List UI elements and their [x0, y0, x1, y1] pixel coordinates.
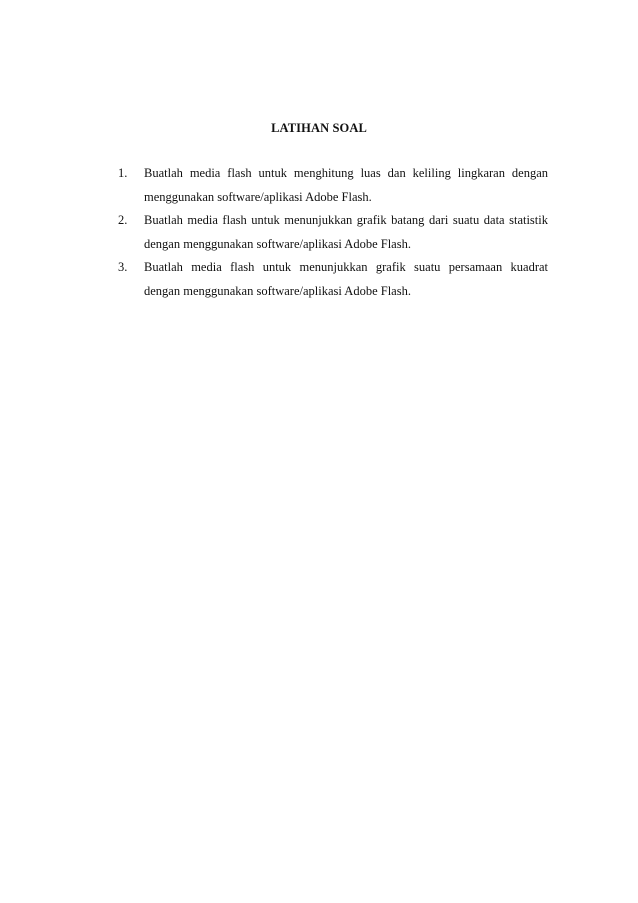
- exercise-list: [118, 162, 548, 303]
- item-number: 2.: [118, 213, 128, 227]
- item-number: 1.: [118, 166, 128, 180]
- list-item: [118, 162, 548, 209]
- item-text-line: Buatlah media flash untuk menunjukkan grafik suatu persamaan kuadrat: [144, 260, 548, 274]
- list-item: [118, 256, 548, 303]
- item-text-line: Buatlah media flash untuk menghitung luas dan keliling lingkaran dengan: [144, 166, 548, 180]
- item-text-line: dengan menggunakan software/aplikasi Adobe Flash.: [144, 236, 411, 251]
- item-text-line: Buatlah media flash untuk menunjukkan grafik batang dari suatu data statistik: [144, 213, 548, 227]
- item-text-line: dengan menggunakan software/aplikasi Adobe Flash.: [144, 283, 411, 298]
- item-number: 3.: [118, 260, 128, 274]
- list-item: [118, 209, 548, 256]
- page-title: LATIHAN SOAL: [271, 121, 367, 135]
- item-text-line: menggunakan software/aplikasi Adobe Flash.: [144, 189, 372, 204]
